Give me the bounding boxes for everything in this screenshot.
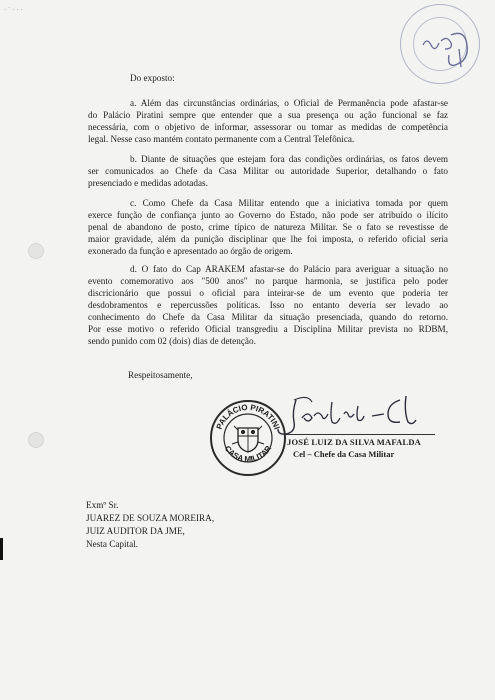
receipt-stamp — [400, 4, 480, 84]
handwritten-signature — [272, 392, 432, 438]
paragraph-line: Por esse motivo o referido Oficial transgrediu a Disciplina Militar prevista no RDBM, — [88, 324, 448, 334]
scan-speck: · ` · · · — [4, 6, 23, 14]
paragraph-line: desdobramentos e repercussões políticas. Isso no entanto deveria ser levado ao — [88, 300, 448, 310]
paragraph-line: exonerado da função e apresentado ao órgão de origem. — [88, 246, 293, 256]
paragraph-line: evento comemorativo aos "500 anos" no parque harmonia, se justifica pelo poder — [88, 276, 448, 286]
paragraph-c — [88, 197, 448, 257]
paragraph-line: a. Além das circunstâncias ordinárias, o Oficial de Permanência pode afastar-se — [130, 98, 448, 108]
signatory-name: JOSÉ LUIZ DA SILVA MAFALDA — [287, 437, 421, 447]
paragraph-b — [88, 153, 448, 189]
closing: Respeitosamente, — [128, 370, 193, 380]
paragraph-a — [88, 97, 448, 145]
paragraph-line: exerce função de confiança junto ao Governo do Estado, não pode ser atribuído o ilícito — [88, 210, 448, 220]
paragraph-line: presenciado e medidas adotadas. — [88, 178, 208, 188]
paragraph-line: penal de abandono de posto, crime típico de natureza Militar. Se o fato se revestisse de — [88, 222, 448, 232]
punch-hole — [28, 243, 44, 259]
punch-hole — [28, 432, 44, 448]
paragraph-d — [88, 263, 448, 347]
recipient-place: Nesta Capital. — [86, 539, 139, 549]
paragraph-line: conhecimento do Chefe da Casa Militar da situação presenciada, quando do retorno. — [88, 312, 448, 322]
signature-line — [285, 434, 435, 435]
paragraph-line: ser comunicados ao Chefe da Casa Militar ou autoridade Superior, detalhando o fato — [88, 166, 448, 176]
paragraph-line: maior gravidade, além da punição disciplinar que lhe foi imposta, o referido oficial seria — [88, 234, 448, 244]
scan-edge-mark — [0, 538, 3, 560]
paragraph-line: necessária, com o objetivo de informar, assessorar ou tomar as medidas de competência — [88, 122, 448, 132]
paragraph-line: d. O fato do Cap ARAKEM afastar-se do Palácio para averiguar a situação no — [130, 264, 448, 274]
coat-of-arms-icon — [232, 426, 264, 452]
seal-bottom-text: CASA MILITAR — [222, 444, 274, 464]
receipt-stamp-handwriting — [401, 5, 479, 83]
seal-top-text: PALÁCIO PIRATINI — [214, 402, 282, 431]
paragraph-line: legal. Nesse caso mantém contato permanente com a Central Telefônica. — [88, 134, 355, 144]
recipient-salutation: Exmº Sr. — [86, 500, 119, 510]
paragraph-line: sendo punido com 02 (dois) dias de detenção. — [88, 336, 256, 346]
paragraph-line: b. Diante de situações que estejam fora das condições ordinárias, os fatos devem — [130, 154, 448, 164]
paragraph-line: c. Como Chefe da Casa Militar entendo que a iniciativa tomada por quem — [130, 198, 448, 208]
paragraph-line: discricionário que possui o oficial para inteirar-se de um evento que poderia ter — [88, 288, 448, 298]
paragraph-line: do Palácio Piratini sempre que entender que a sua presença ou ação funcional se faz — [88, 110, 448, 120]
recipient-title: JUIZ AUDITOR DA JME, — [86, 526, 185, 536]
greeting: Do exposto: — [130, 73, 175, 83]
recipient-name: JUAREZ DE SOUZA MOREIRA, — [86, 513, 215, 523]
signatory-role: Cel – Chefe da Casa Militar — [293, 449, 395, 459]
